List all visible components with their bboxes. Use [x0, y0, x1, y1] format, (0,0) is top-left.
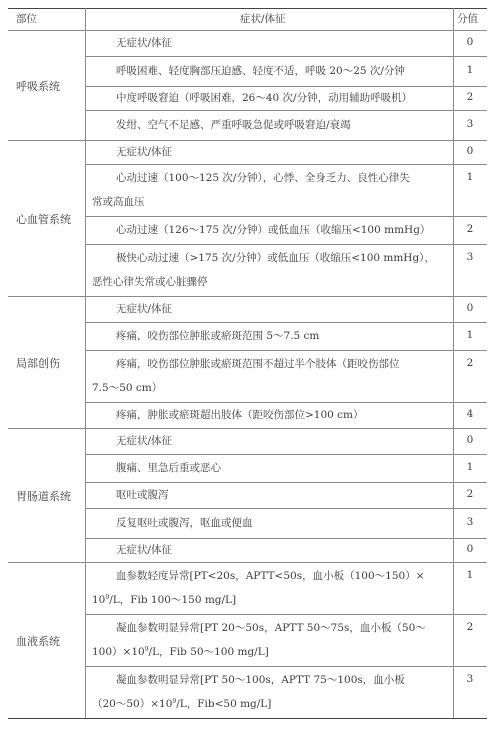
symptom-text: 疼痛，咬伤部位肿胀或瘀斑范围不超过半个肢体（距咬伤部位	[116, 358, 400, 370]
symptom-text: 反复呕吐或腹泻，呕血或便血	[116, 517, 253, 529]
score-value: 2	[466, 357, 474, 369]
score-value: 0	[466, 543, 474, 555]
row-rule	[85, 538, 487, 539]
row-rule	[85, 56, 487, 57]
symptom-text: 中度呼吸窘迫（呼吸困难，26～40 次/分钟，动用辅助呼吸机）	[116, 92, 413, 104]
symptom-text: $10^9/L$，Fib 100～150 mg/L]	[92, 594, 237, 606]
symptom-text: 呕吐或腹泻	[116, 489, 169, 501]
row-rule	[85, 666, 487, 667]
symptom-text: 凝血参数明显异常[PT 20～50s，APTT 50～75s，血小板（50～	[116, 622, 426, 634]
header-system: 部位	[16, 13, 37, 25]
score-value: 0	[466, 302, 474, 314]
section-bottom-rule	[8, 428, 487, 429]
score-value: 2	[466, 488, 474, 500]
row-rule	[85, 402, 487, 403]
system-label: 胃肠道系统	[16, 490, 71, 503]
symptom-text: 发绀、空气不足感、严重呼吸急促或呼吸窘迫/衰竭	[116, 119, 351, 131]
symptom-text: 腹痛、里急后重或恶心	[116, 462, 221, 474]
section-bottom-rule	[8, 140, 487, 141]
header-symptom: 症状/体征	[240, 13, 286, 25]
row-rule	[85, 454, 487, 455]
row-rule	[85, 86, 487, 87]
system-label: 心血管系统	[16, 213, 71, 226]
score-value: 2	[466, 91, 474, 103]
score-column-divider	[453, 8, 454, 718]
row-rule	[85, 350, 487, 351]
symptom-text: 无症状/体征	[116, 37, 173, 49]
section-bottom-rule	[8, 562, 487, 563]
score-value: 3	[466, 118, 474, 130]
symptom-text: 疼痛，咬伤部位肿胀或瘀斑范围 5～7.5 cm	[116, 330, 320, 342]
score-value: 4	[466, 408, 474, 420]
row-rule	[85, 482, 487, 483]
score-value: 3	[466, 673, 474, 685]
symptom-text: 恶性心律失常或心脏骤停	[92, 276, 208, 288]
symptom-text: 心动过速（126～175 次/分钟）或低血压（收缩压<100 mmHg）	[116, 224, 431, 236]
symptom-text: 无症状/体征	[116, 146, 173, 158]
score-value: 0	[466, 145, 474, 157]
symptom-text: $100)\times 10^9/L$，Fib 50～100 mg/L]	[92, 646, 269, 658]
symptom-text: 7.5～50 cm）	[92, 382, 163, 394]
system-column-divider	[85, 8, 86, 718]
row-rule	[85, 164, 487, 165]
symptom-text: 无症状/体征	[116, 435, 173, 447]
row-rule	[85, 508, 487, 509]
section-bottom-rule	[8, 296, 487, 297]
symptom-text: 疼痛，肿胀或瘀斑超出肢体（距咬伤部位>100 cm）	[116, 409, 364, 421]
score-value: 0	[466, 434, 474, 446]
symptom-text: 呼吸困难、轻度胸部压迫感、轻度不适，呼吸 20～25 次/分钟	[116, 65, 405, 77]
row-rule	[85, 322, 487, 323]
header-score: 分值	[457, 13, 478, 25]
score-value: 1	[466, 461, 474, 473]
score-value: 1	[466, 171, 474, 183]
symptom-text: 无症状/体征	[116, 544, 173, 556]
symptom-text: 血参数轻度异常[PT<20s，APTT<50s，血小板（100～150）×	[116, 570, 425, 582]
score-value: 2	[466, 223, 474, 235]
score-value: 3	[466, 516, 474, 528]
system-label: 局部创伤	[16, 357, 60, 370]
header-bottom-rule	[8, 30, 487, 31]
symptom-text: $(20\sim 50)\times 10^9/L$，Fib<50 mg/L]	[92, 698, 272, 710]
score-value: 2	[466, 621, 474, 633]
score-value: 3	[466, 251, 474, 263]
table-top-rule	[8, 8, 487, 9]
score-value: 0	[466, 36, 474, 48]
row-rule	[85, 614, 487, 615]
symptom-text: 无症状/体征	[116, 303, 173, 315]
row-rule	[85, 216, 487, 217]
score-value: 1	[466, 569, 474, 581]
row-rule	[85, 244, 487, 245]
symptom-text: 极快心动过速（>175 次/分钟）或低血压（收缩压<100 mmHg），	[116, 252, 435, 264]
row-rule	[85, 110, 487, 111]
system-label: 呼吸系统	[16, 80, 60, 93]
symptom-text: 常或高血压	[92, 196, 145, 208]
section-bottom-rule	[8, 718, 487, 719]
system-label: 血液系统	[16, 635, 60, 648]
score-value: 1	[466, 64, 474, 76]
score-value: 1	[466, 329, 474, 341]
symptom-text: 心动过速（100～125 次/分钟），心悸、全身乏力、良性心律失	[116, 172, 410, 184]
symptom-text: 凝血参数明显异常[PT 50～100s，APTT 75～100s，血小板	[116, 674, 405, 686]
